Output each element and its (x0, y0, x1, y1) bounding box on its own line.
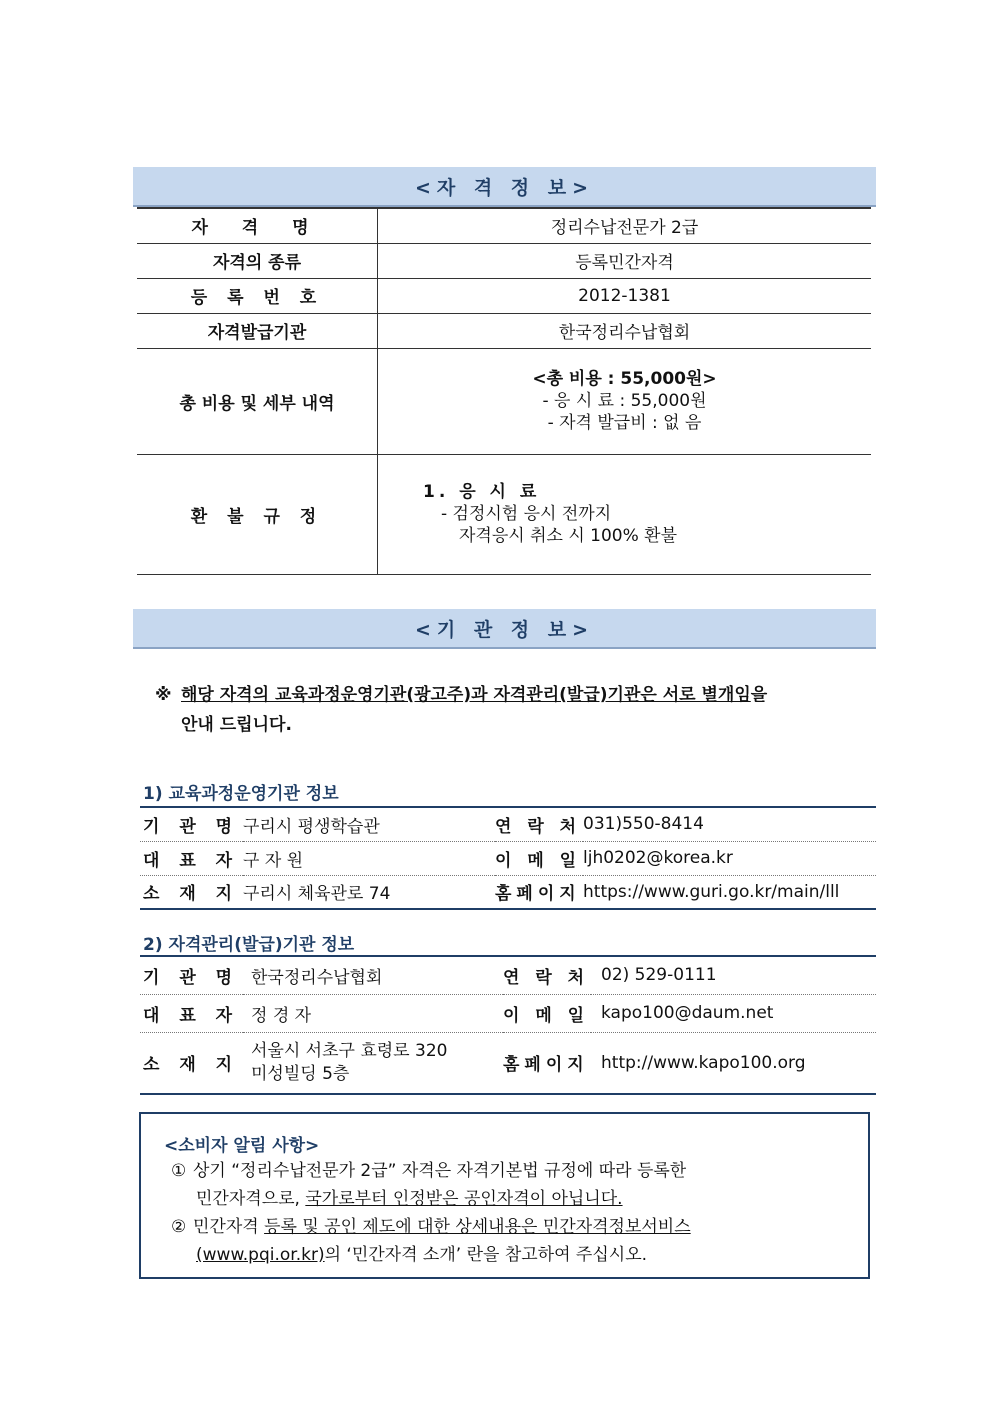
org2-label-homepage: 홈페이지 (503, 1032, 591, 1094)
value-cost (378, 348, 872, 454)
label-refund: 환 불 규 정 (137, 454, 378, 574)
item1-line2-plain: 민간자격으로, (196, 1189, 306, 1209)
org2-address-line-2: 미성빌딩 5층 (251, 1063, 350, 1084)
org2-value-email[interactable]: kapo100@daum.net (591, 994, 876, 1032)
org2-value-homepage[interactable]: http://www.kapo100.org (591, 1032, 876, 1094)
table-row (140, 841, 876, 875)
org2-label-contact: 연 락 처 (503, 956, 591, 994)
consumer-notice-box (139, 1112, 870, 1279)
org1-label-contact: 연 락 처 (495, 807, 583, 841)
label-reg-no: 등 록 번 호 (137, 278, 378, 313)
circled-two-marker: ② (171, 1217, 187, 1237)
table-row (140, 956, 876, 994)
item1-line1: 상기 “정리수납전문가 2급” 자격은 자격기본법 규정에 따라 등록한 (193, 1161, 687, 1181)
notice-text-underlined: 해당 자격의 교육과정운영기관(광고주)과 자격관리(발급)기관은 서로 별개임 (181, 685, 751, 705)
org2-label-rep: 대 표 자 (140, 994, 243, 1032)
value-type: 등록민간자격 (378, 243, 872, 278)
org1-value-rep: 구 자 원 (243, 841, 495, 875)
separate-org-notice (155, 680, 855, 740)
label-issuer: 자격발급기관 (137, 313, 378, 348)
table-row (137, 348, 871, 454)
reference-mark: ※ (155, 685, 172, 705)
pqi-link[interactable]: (www.pqi.or.kr) (196, 1245, 325, 1265)
org2-value-contact: 02) 529-0111 (591, 956, 876, 994)
org1-value-name: 구리시 평생학습관 (243, 807, 495, 841)
notice-text-tail: 을 (750, 685, 768, 705)
org1-label-homepage: 홈페이지 (495, 875, 583, 909)
education-org-table (140, 806, 876, 910)
org1-value-contact: 031)550-8414 (583, 807, 876, 841)
label-name: 자 격 명 (137, 208, 378, 243)
value-refund (378, 454, 872, 574)
table-row (137, 278, 871, 313)
value-reg-no: 2012-1381 (378, 278, 872, 313)
qualification-table (137, 207, 871, 575)
item2-line1-underlined: 등록 및 공인 제도에 대한 상세내용은 민간자격정보서비스 (264, 1217, 691, 1237)
org2-label-email: 이 메 일 (503, 994, 591, 1032)
table-row (140, 807, 876, 841)
refund-line-2: 자격응시 취소 시 100% 환불 (459, 526, 678, 546)
table-row (140, 1032, 876, 1094)
table-row (137, 454, 871, 574)
org1-label-name: 기 관 명 (140, 807, 243, 841)
org-info-banner: <기 관 정 보> (133, 609, 876, 649)
org2-label-name: 기 관 명 (140, 956, 243, 994)
org2-address-line-1: 서울시 서초구 효령로 320 (251, 1040, 448, 1061)
cost-issue-fee: - 자격 발급비 : 없 음 (547, 413, 702, 433)
org2-value-address (243, 1032, 503, 1094)
qualification-info-banner: <자 격 정 보> (133, 167, 876, 207)
table-row (140, 994, 876, 1032)
table-row (140, 875, 876, 909)
item2-line2-plain: 의 ‘민간자격 소개’ 란을 참고하여 주십시오. (324, 1245, 648, 1265)
section-title-education-org: 1) 교육과정운영기관 정보 (143, 784, 339, 804)
refund-line-1: - 검정시험 응시 전까지 (441, 504, 612, 524)
item2-line1-plain: 민간자격 (193, 1217, 265, 1237)
org1-label-email: 이 메 일 (495, 841, 583, 875)
issuing-org-table (140, 955, 876, 1095)
org2-value-name: 한국정리수납협회 (243, 956, 503, 994)
org2-label-address: 소 재 지 (140, 1032, 243, 1094)
table-row (137, 243, 871, 278)
label-type: 자격의 종류 (137, 243, 378, 278)
cost-exam-fee: - 응 시 료 : 55,000원 (542, 391, 707, 411)
consumer-notice-title: <소비자 알림 사항> (164, 1136, 320, 1156)
circled-one-marker: ① (171, 1161, 187, 1181)
refund-headline: 1. 응 시 료 (423, 482, 541, 502)
section-title-issuing-org: 2) 자격관리(발급)기관 정보 (143, 935, 355, 955)
org2-value-rep: 정 경 자 (243, 994, 503, 1032)
item1-line2-underlined: 국가로부터 인정받은 공인자격이 아닙니다. (305, 1189, 623, 1209)
consumer-notice-item-1 (171, 1157, 861, 1213)
table-row (137, 313, 871, 348)
value-name: 정리수납전문가 2급 (378, 208, 872, 243)
cost-headline: <총 비용 : 55,000원> (532, 369, 717, 389)
org1-label-address: 소 재 지 (140, 875, 243, 909)
org1-value-address: 구리시 체육관로 74 (243, 875, 495, 909)
org1-value-email[interactable]: ljh0202@korea.kr (583, 841, 876, 875)
table-row (137, 208, 871, 243)
consumer-notice-item-2 (171, 1213, 861, 1269)
org1-label-rep: 대 표 자 (140, 841, 243, 875)
notice-text-line2: 안내 드립니다. (181, 715, 292, 735)
org1-value-homepage[interactable]: https://www.guri.go.kr/main/lll (583, 875, 876, 909)
value-issuer: 한국정리수납협회 (378, 313, 872, 348)
label-cost: 총 비용 및 세부 내역 (137, 348, 378, 454)
